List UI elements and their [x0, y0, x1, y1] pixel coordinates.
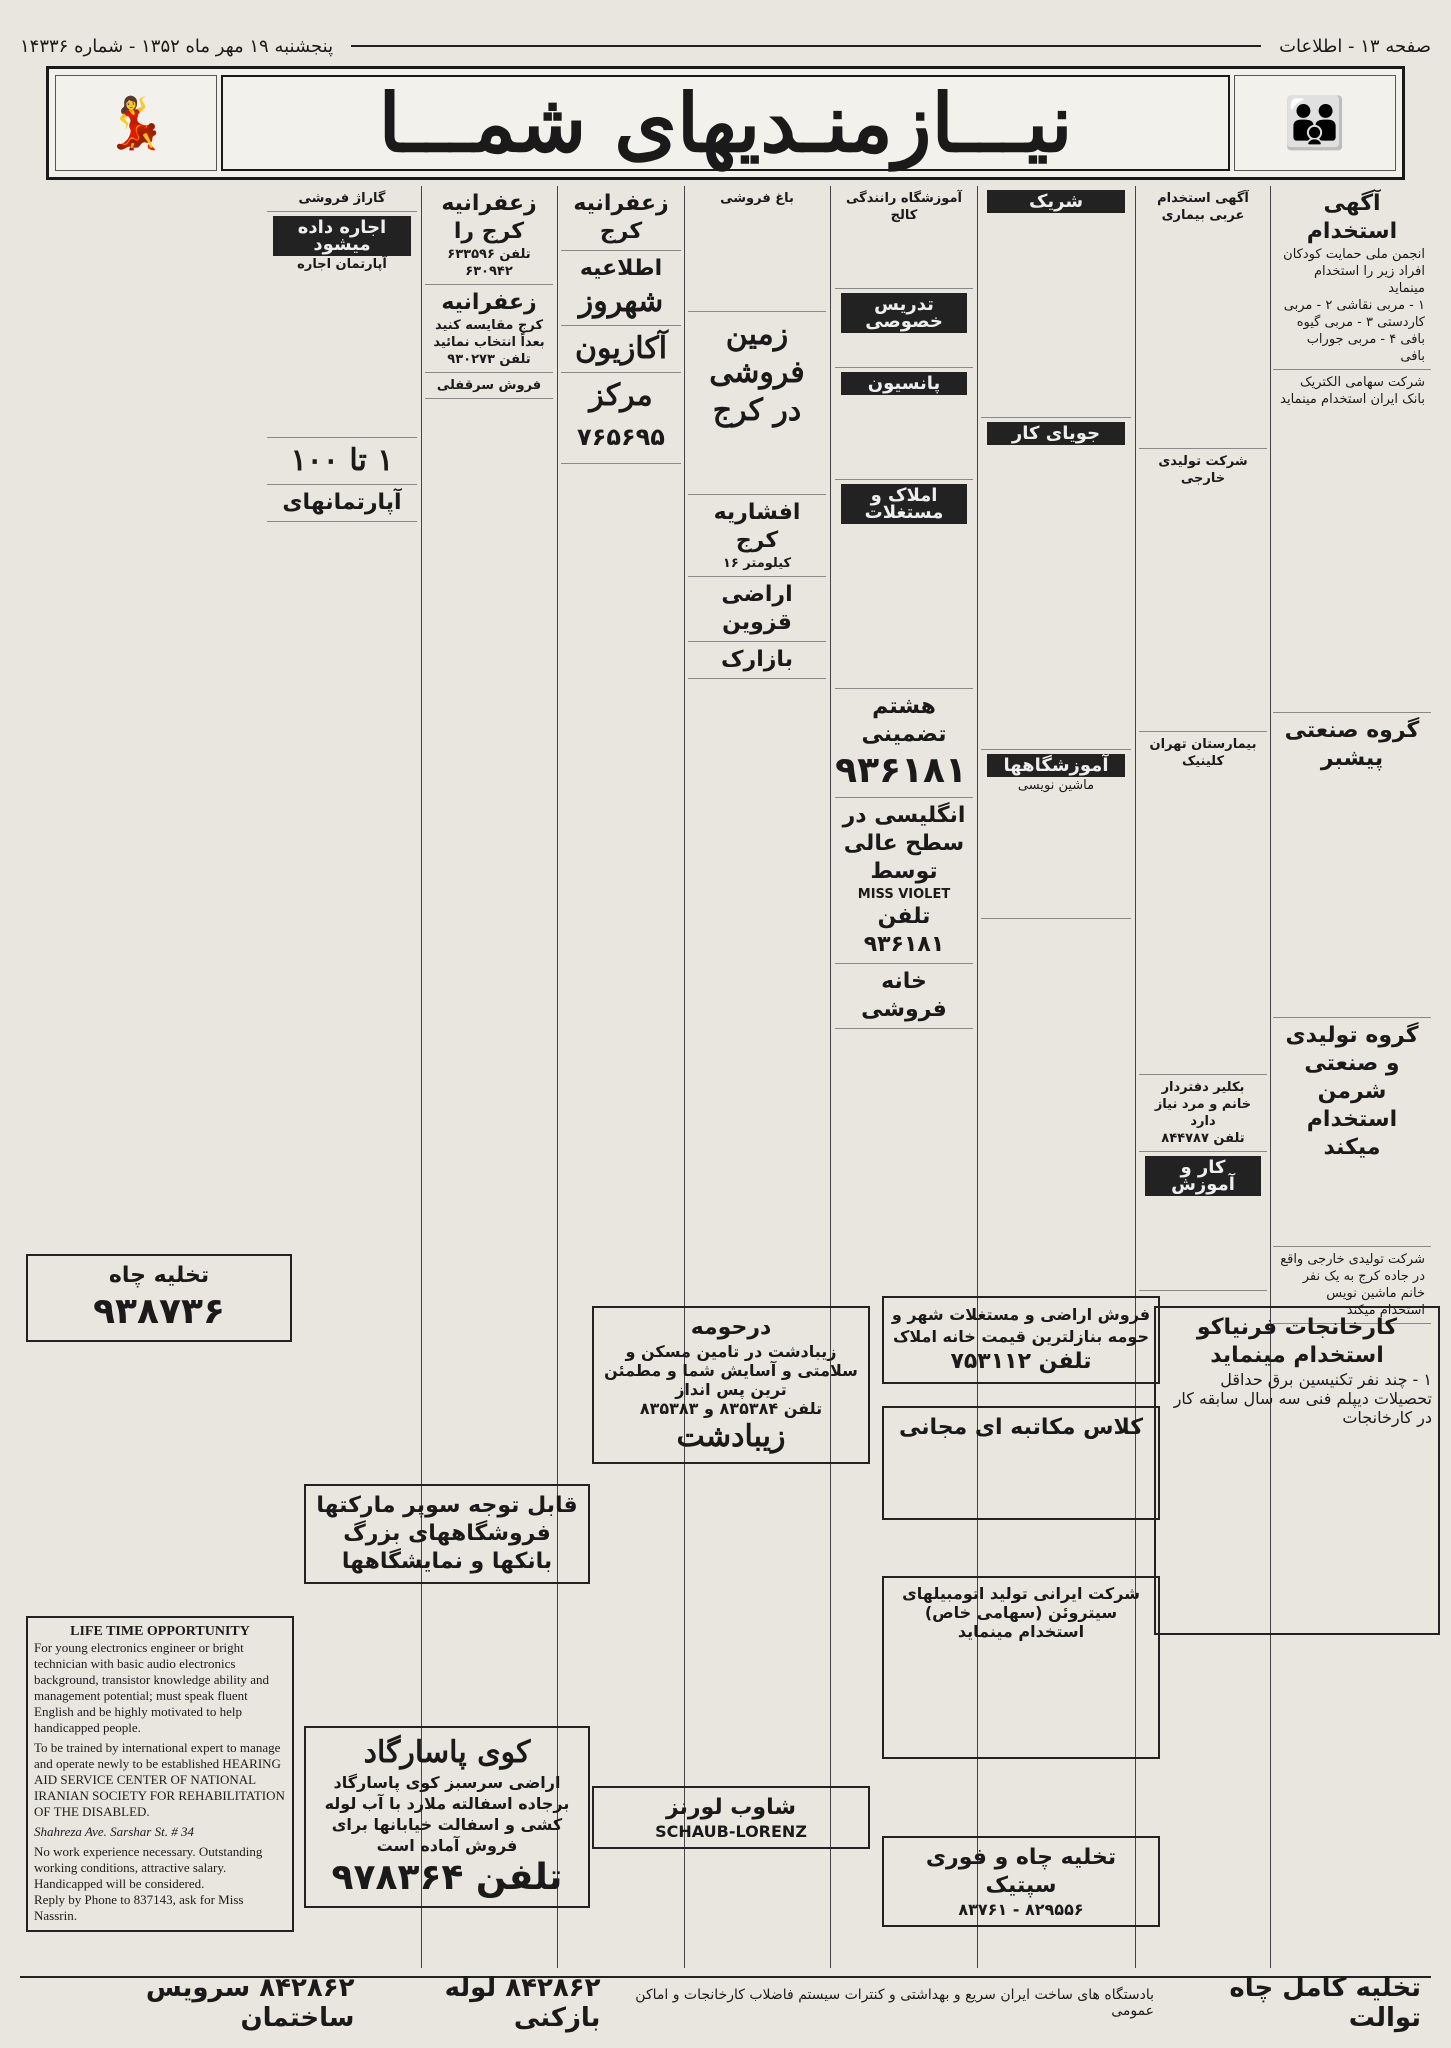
ad-address: Shahreza Ave. Sarshar St. # 34	[34, 1824, 194, 1839]
ad-title: اجاره داده میشود	[273, 216, 411, 256]
ad-title: آموزشگاهها	[987, 754, 1125, 777]
ad-subtitle: بعداً انتخاب نمائید	[433, 335, 545, 350]
ad-english-tutor	[835, 798, 973, 964]
ad-work-training	[1139, 1152, 1267, 1291]
ad-garden-sale	[688, 186, 826, 312]
ad-body-filler	[987, 445, 1125, 745]
ad-body-filler	[987, 213, 1125, 413]
ad-text: اراضی سرسبز کوی پاسارگاد برجاده اسفالته ملارد با آب لوله کشی و اسفالت خیابانها برای فروش آماده است	[324, 1773, 570, 1855]
banner-title: نیـــازمنـدیهای شمـــا	[221, 75, 1230, 171]
ad-title: زعفرانیه	[441, 290, 537, 315]
ad-text: Handicapped will be considered.	[34, 1876, 205, 1891]
ad-title: کارخانجات فرنیاکو استخدام مینماید	[1196, 1315, 1398, 1368]
family-illustration-icon: 👪	[1234, 75, 1396, 171]
ad-title: شرکت ایرانی تولید اتومبیلهای سیتروئن (سهامی خاص) استخدام مینماید	[902, 1584, 1140, 1641]
bottom-ad-description: بادستگاه های ساخت ایران سریع و بهداشتی و کنترات سیستم فاضلاب کارخانجات و اماکن عمومی	[635, 1987, 1155, 2019]
ad-text: No work experience necessary. Outstanding working conditions, attractive salary.	[34, 1844, 263, 1875]
ad-title: گروه تولیدی و صنعتی شرمن استخدام میکند	[1285, 1023, 1419, 1160]
ad-title: انگلیسی در سطح عالی توسط	[842, 803, 966, 884]
ad-title: زعفرانیه	[441, 191, 537, 216]
ad-title: آموزشگاه رانندگی کالج	[846, 191, 962, 223]
ad-subtitle: کرج را	[453, 219, 525, 244]
ad-compare	[425, 285, 553, 373]
ad-body-filler	[1145, 1196, 1261, 1286]
ad-subtitle: آپارتمان اجاره	[297, 257, 387, 272]
ad-phone: ۷۶۵۶۹۵	[577, 423, 665, 451]
ad-phone: تلفن ۹۷۸۳۶۴	[331, 1857, 563, 1898]
ad-goodwill-sale	[425, 373, 553, 399]
ad-title: هشتم تضمینی	[861, 694, 947, 747]
header-rule	[351, 45, 1261, 47]
column-7	[425, 186, 553, 1968]
ad-phone: تلفن ۸۴۴۷۸۷	[1161, 1131, 1245, 1146]
ad-title: گاراژ فروشی	[298, 191, 386, 206]
ad-job-seeker	[981, 418, 1131, 750]
ad-body-filler	[841, 333, 967, 363]
section-banner	[46, 66, 1405, 180]
ad-title: تخلیه چاه و فوری سپتیک	[925, 1845, 1117, 1898]
ad-title: درحومه	[690, 1315, 772, 1340]
column-6	[561, 186, 681, 1968]
ad-phone: تلفن ۸۳۵۳۸۴ و ۸۳۵۳۸۳	[639, 1399, 823, 1418]
ad-pasargad	[304, 1726, 590, 1908]
ad-brand: زیبادشت	[676, 1419, 786, 1454]
ad-pishbar	[1273, 713, 1431, 1018]
ad-title: شاوب لورنز	[665, 1795, 796, 1820]
column-divider	[557, 186, 558, 1968]
ad-title: زعفرانیه	[573, 191, 669, 216]
ad-schaub-lorenz	[592, 1786, 870, 1849]
column-5	[688, 186, 826, 1968]
ad-afshariyeh	[688, 495, 826, 577]
bottom-ad-right: تخلیه کامل چاه توالت	[1229, 1973, 1421, 2033]
ad-body-filler	[1145, 487, 1261, 727]
ad-title: مرکز	[589, 378, 653, 413]
ad-title: تخلیه چاه	[108, 1263, 210, 1288]
ad-text: شرکت تولیدی خارجی واقع در جاده کرج به یک نفر خانم ماشین نویس استخدام میکند	[1280, 1252, 1425, 1318]
ad-title: فروش سرقفلی	[436, 378, 542, 393]
ad-well-drain	[26, 1254, 292, 1342]
ad-body-filler	[987, 794, 1125, 914]
ad-body-filler	[1145, 770, 1261, 1070]
column-divider	[684, 186, 685, 1968]
ad-title: قابل توجه سوپر مارکتها فروشگاههای بزرگ بانکها و نمایشگاهها	[316, 1493, 578, 1574]
ad-body-filler	[1279, 1162, 1425, 1242]
ad-pension	[835, 368, 973, 480]
ad-title: کلاس مکاتبه ای مجانی	[898, 1415, 1144, 1440]
ad-clerk	[1139, 1075, 1267, 1152]
ad-karaj-land	[688, 312, 826, 495]
ad-driving-school	[835, 186, 973, 289]
ad-subtitle: کرج مقایسه کنید	[434, 318, 544, 333]
ad-text: ماشین نویسی	[1017, 778, 1095, 793]
ad-title: آگهی استخدام	[1306, 191, 1398, 244]
bottom-ad-middle: ۸۴۲۸۶۲ لوله بازکنی	[444, 1973, 601, 2033]
ad-foreign-producer	[1139, 449, 1267, 732]
ad-title: آپارتمانهای	[282, 490, 402, 515]
ad-subtitle: کرج	[599, 219, 643, 244]
bottom-banner	[20, 1973, 1431, 2033]
woman-illustration-icon: 💃	[55, 75, 217, 171]
ad-title: کوی پاسارگاد	[363, 1735, 531, 1770]
ad-clinic	[1139, 732, 1267, 1075]
ad-garage	[267, 186, 417, 212]
ad-name: MISS VIOLET	[857, 887, 951, 902]
ad-title: پانسیون	[841, 372, 967, 395]
ad-guaranteed	[835, 689, 973, 798]
ad-property-sale	[882, 1296, 1160, 1384]
ad-sherman	[1273, 1018, 1431, 1247]
ad-body-filler	[694, 430, 820, 490]
ad-subtitle: کیلومتر ۱۶	[722, 556, 792, 571]
ad-title: اطلاعیه	[579, 256, 663, 281]
ad-title: آکازیون	[574, 331, 668, 366]
ad-real-estate	[835, 480, 973, 689]
ad-items: ۱ - مربی نقاشی ۲ - مربی کاردستی ۳ - مربی گیوه بافی ۴ - مربی جوراب بافی	[1283, 298, 1425, 364]
ad-title: بکلیر دفتردار خانم و مرد نیاز دارد	[1154, 1080, 1252, 1129]
ad-body-filler	[1145, 224, 1261, 444]
ad-phone: ۹۳۸۷۳۶	[93, 1291, 225, 1332]
ad-phone: ۸۲۹۵۵۶ - ۸۳۷۶۱	[958, 1900, 1084, 1919]
bottom-ad-left: ۸۴۲۸۶۲ سرویس ساختمان	[145, 1973, 355, 2033]
ad-text: For young electronics engineer or bright technician with basic audio electronics background, transistor knowledge ability and management potential; must speak fluent English and be highly motivated to help handicapped people.	[34, 1640, 270, 1735]
ad-center	[561, 373, 681, 464]
ad-title: افشاریه کرج	[713, 500, 801, 553]
ad-title: زمین فروشی در کرج	[709, 317, 805, 428]
ad-electric-bank	[1273, 370, 1431, 713]
ad-zibadasht	[592, 1306, 870, 1464]
ad-apartments	[267, 485, 417, 522]
ad-citroen	[882, 1576, 1160, 1759]
ad-title: باغ فروشی	[720, 191, 794, 206]
ad-body-filler	[890, 1442, 1152, 1512]
ad-title: آگهی استخدام عربی بیماری	[1157, 191, 1249, 223]
ad-title: گروه صنعتی پیشبر	[1284, 718, 1420, 771]
ad-phone: تلفن ۹۳۶۱۸۱	[863, 904, 945, 957]
ad-title: تدریس خصوصی	[841, 293, 967, 333]
ad-body-filler	[1162, 1427, 1432, 1627]
ad-text: To be trained by international expert to manage and operate newly to be established HEARING AID SERVICE CENTER OF NATIONAL IRANIAN SOCIETY FOR REHABILITATION OF THE DISABLED.	[34, 1740, 285, 1819]
ad-phone: ۶۳۰۹۴۲	[465, 264, 513, 279]
ad-one-to-hundred	[267, 438, 417, 485]
ad-subtitle: شهروز	[578, 284, 664, 319]
ad-title: بیمارستان تهران کلینیک	[1149, 737, 1257, 769]
ad-bazarak	[688, 642, 826, 679]
ad-text: زیبادشت در تامین مسکن و سلامتی و آسایش شما و مطمئن ترین پس انداز	[604, 1342, 858, 1399]
ad-occasion	[561, 326, 681, 373]
ad-body-filler	[273, 273, 411, 433]
ad-body-filler	[890, 1641, 1152, 1751]
column-divider	[1270, 186, 1271, 1968]
ad-qazvin-land	[688, 577, 826, 642]
ad-body-filler	[841, 224, 967, 284]
ad-house-sale	[835, 964, 973, 1029]
ad-life-time-opportunity	[26, 1616, 294, 1932]
ad-arabic-teacher	[1139, 186, 1267, 449]
ad-title: خانه فروشی	[861, 969, 947, 1022]
ad-body-filler	[694, 207, 820, 307]
page-label: صفحه ۱۳ - اطلاعات	[1279, 35, 1431, 57]
ad-body-filler	[1279, 408, 1425, 708]
ad-correspondence-class	[882, 1406, 1160, 1520]
ad-phone: تلفن ۷۵۳۱۱۲	[950, 1349, 1092, 1374]
ad-title: اراضی قزوین	[721, 582, 793, 635]
ad-phone: ۹۳۶۱۸۱	[835, 750, 967, 791]
ad-title: LIFE TIME OPPORTUNITY	[70, 1624, 250, 1639]
ad-body-filler	[1279, 773, 1425, 1013]
ad-text: ۱ - چند نفر تکنیسین برق حداقل تحصیلات دیپلم فنی سه سال سابقه کار در کارخانجات	[1173, 1370, 1432, 1427]
ad-brand: SCHAUB-LORENZ	[655, 1822, 807, 1841]
ad-notice	[561, 251, 681, 326]
column-divider	[421, 186, 422, 1968]
ad-title: املاک و مستغلات	[841, 484, 967, 524]
ad-text: Reply by Phone to 837143, ask for Miss Nassrin.	[34, 1892, 244, 1923]
ad-zafaraniyeh	[561, 186, 681, 251]
column-1	[1273, 186, 1431, 1968]
ad-zafaraniyeh-2	[425, 186, 553, 285]
ad-partner	[981, 186, 1131, 418]
ad-schools	[981, 750, 1131, 919]
ad-title: بازارک	[721, 647, 793, 672]
ad-farniako	[1154, 1306, 1440, 1635]
ad-body-filler	[841, 524, 967, 684]
ad-supermarkets	[304, 1484, 590, 1584]
ad-title: شرکت تولیدی خارجی	[1158, 454, 1248, 486]
page-header	[20, 34, 1431, 58]
issue-date: پنجشنبه ۱۹ مهر ماه ۱۳۵۲ - شماره ۱۴۳۳۶	[20, 35, 334, 57]
ad-rental	[267, 212, 417, 438]
ad-phone: تلفن ۶۳۳۵۹۶	[447, 247, 531, 262]
ad-employment-children	[1273, 186, 1431, 370]
ad-title: جویای کار	[987, 422, 1125, 445]
ad-title: ۱ تا ۱۰۰	[290, 443, 394, 478]
ad-text: انجمن ملی حمایت کودکان افراد زیر را استخدام مینماید	[1283, 247, 1425, 296]
ad-septic	[882, 1836, 1160, 1927]
ad-title: شریک	[987, 190, 1125, 213]
ad-title: کار و آموزش	[1145, 1156, 1261, 1196]
column-divider	[830, 186, 831, 1968]
ad-title: فروش اراضی و مستغلات شهر و حومه بنازلترین قیمت خانه املاک	[891, 1305, 1151, 1346]
ad-text: شرکت سهامی الکتریک بانک ایران استخدام مینماید	[1280, 375, 1425, 407]
ad-phone: تلفن ۹۳۰۲۷۳	[447, 352, 531, 367]
ad-body-filler	[841, 395, 967, 475]
ad-tutoring	[835, 289, 973, 368]
